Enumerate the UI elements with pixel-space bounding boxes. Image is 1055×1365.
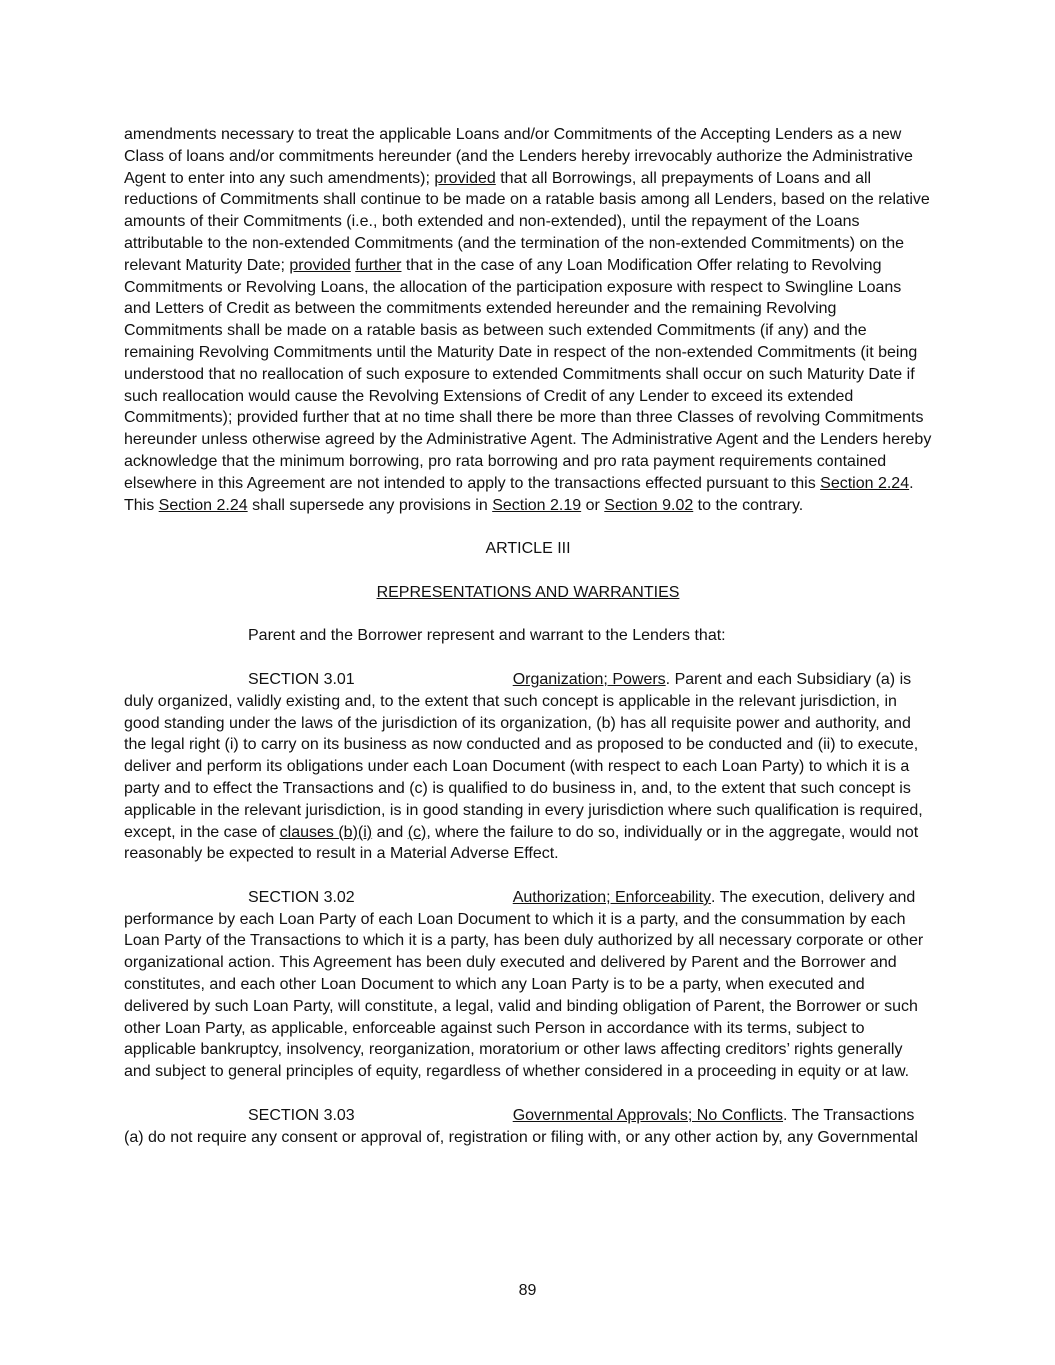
page-number: 89 bbox=[518, 1282, 537, 1299]
section-title: Governmental Approvals; No Conflicts bbox=[512, 1106, 784, 1124]
section-3-02: SECTION 3.02 Authorization; Enforceability. The execution, delivery and performance by each Loan Party of each Loan Document to which it is a party, and the consummation by each Loan Party of the Transactions to which it is a party, has been duly authorized by all necessary corporate or other organizational action. This Agreement has been duly executed and delivered by Parent and the Borrower and constitutes, and each other Loan Document to which any Loan Party is to be a party, when executed and delivered by such Loan Party, will constitute, a legal, valid and binding obligation of Parent, the Borrower or such other Loan Party, as applicable, enforceable against such Person in accordance with its terms, subject to applicable bankruptcy, insolvency, reorganization, moratorium or other laws affecting creditors’ rights generally and subject to general principles of equity, regardless of whether considered in a proceeding in equity or at law. bbox=[124, 888, 924, 1081]
article-title: REPRESENTATIONS AND WARRANTIES bbox=[376, 583, 680, 601]
page-body bbox=[124, 124, 932, 1148]
provided-term: provided bbox=[434, 169, 496, 187]
section-title: Authorization; Enforceability bbox=[512, 888, 712, 906]
section-3-03: SECTION 3.03 Governmental Approvals; No Conflicts. The Transactions (a) do not require any consent or approval of, registration or filing with, or any other action by, any Governmental bbox=[124, 1106, 918, 1146]
section-title: Organization; Powers bbox=[512, 670, 666, 688]
continuation-paragraph: amendments necessary to treat the applicable Loans and/or Commitments of the Accepting Lenders as a new Class of loans and/or commitments hereunder (and the Lenders hereby irrevocably authorize the Administrative Agent to enter into any such amendments); provided that all Borrowings, all prepayments of Loans and all reductions of Commitments shall continue to be made on a ratable basis among all Lenders, based on the relative amounts of their Commitments (i.e., both extended and non-extended), until the repayment of the Loans attributable to the non-extended Commitments (and the termination of the non-extended Commitments) on the relevant Maturity Date; provided further that in the case of any Loan Modification Offer relating to Revolving Commitments or Revolving Loans, the allocation of the participation exposure with respect to Swingline Loans and Letters of Credit as between the commitments extended hereunder and the remaining Revolving Commitments shall be made on a ratable basis as between such extended Commitments (if any) and the remaining Revolving Commitments until the Maturity Date in respect of the non-extended Commitments (it being understood that no reallocation of such exposure to extended Commitments shall occur on such Maturity Date if such reallocation would cause the Revolving Extensions of Credit of any Lender to exceed its extended Commitments); provided further that at no time shall there be more than three Classes of revolving Commitments hereunder unless otherwise agreed by the Administrative Agent. The Administrative Agent and the Lenders hereby acknowledge that the minimum borrowing, pro rata borrowing and pro rata payment requirements contained elsewhere in this Agreement are not intended to apply to the transactions effected pursuant to this Section 2.24. This Section 2.24 shall supersede any provisions in Section 2.19 or Section 9.02 to the contrary. bbox=[124, 126, 932, 514]
section-number: SECTION 3.01 bbox=[248, 670, 355, 688]
section-number: SECTION 3.02 bbox=[248, 888, 355, 906]
section-3-01: SECTION 3.01 Organization; Powers. Parent and each Subsidiary (a) is duly organized, validly existing and, to the extent that such concept is applicable in the relevant jurisdiction, in good standing under the laws of the jurisdiction of its organization, (b) has all requisite power and authority, and the legal right (i) to carry on its business as now conducted and as proposed to be conducted and (ii) to execute, deliver and perform its obligations under each Loan Document (with respect to each Loan Party) to which it is a party and to effect the Transactions and (c) is qualified to do business in, and, to the extent that such concept is applicable in the relevant jurisdiction, is in good standing in every jurisdiction where such qualification is required, except, in the case of clauses (b)(i) and (c), where the failure to do so, individually or in the aggregate, would not reasonably be expected to result in a Material Adverse Effect. bbox=[124, 670, 923, 863]
section-number: SECTION 3.03 bbox=[248, 1106, 355, 1124]
clause-reference: (c) bbox=[407, 823, 427, 841]
section-reference: Section 2.24 bbox=[820, 474, 910, 492]
provided-term: provided bbox=[289, 256, 351, 274]
article-heading: ARTICLE III bbox=[485, 540, 571, 558]
clause-reference: clauses (b)(i) bbox=[279, 823, 373, 841]
section-reference: Section 2.24 bbox=[158, 496, 248, 514]
section-reference: Section 2.19 bbox=[492, 496, 582, 514]
further-term: further bbox=[355, 256, 402, 274]
article-intro: Parent and the Borrower represent and warrant to the Lenders that: bbox=[248, 627, 726, 645]
section-reference: Section 9.02 bbox=[604, 496, 694, 514]
